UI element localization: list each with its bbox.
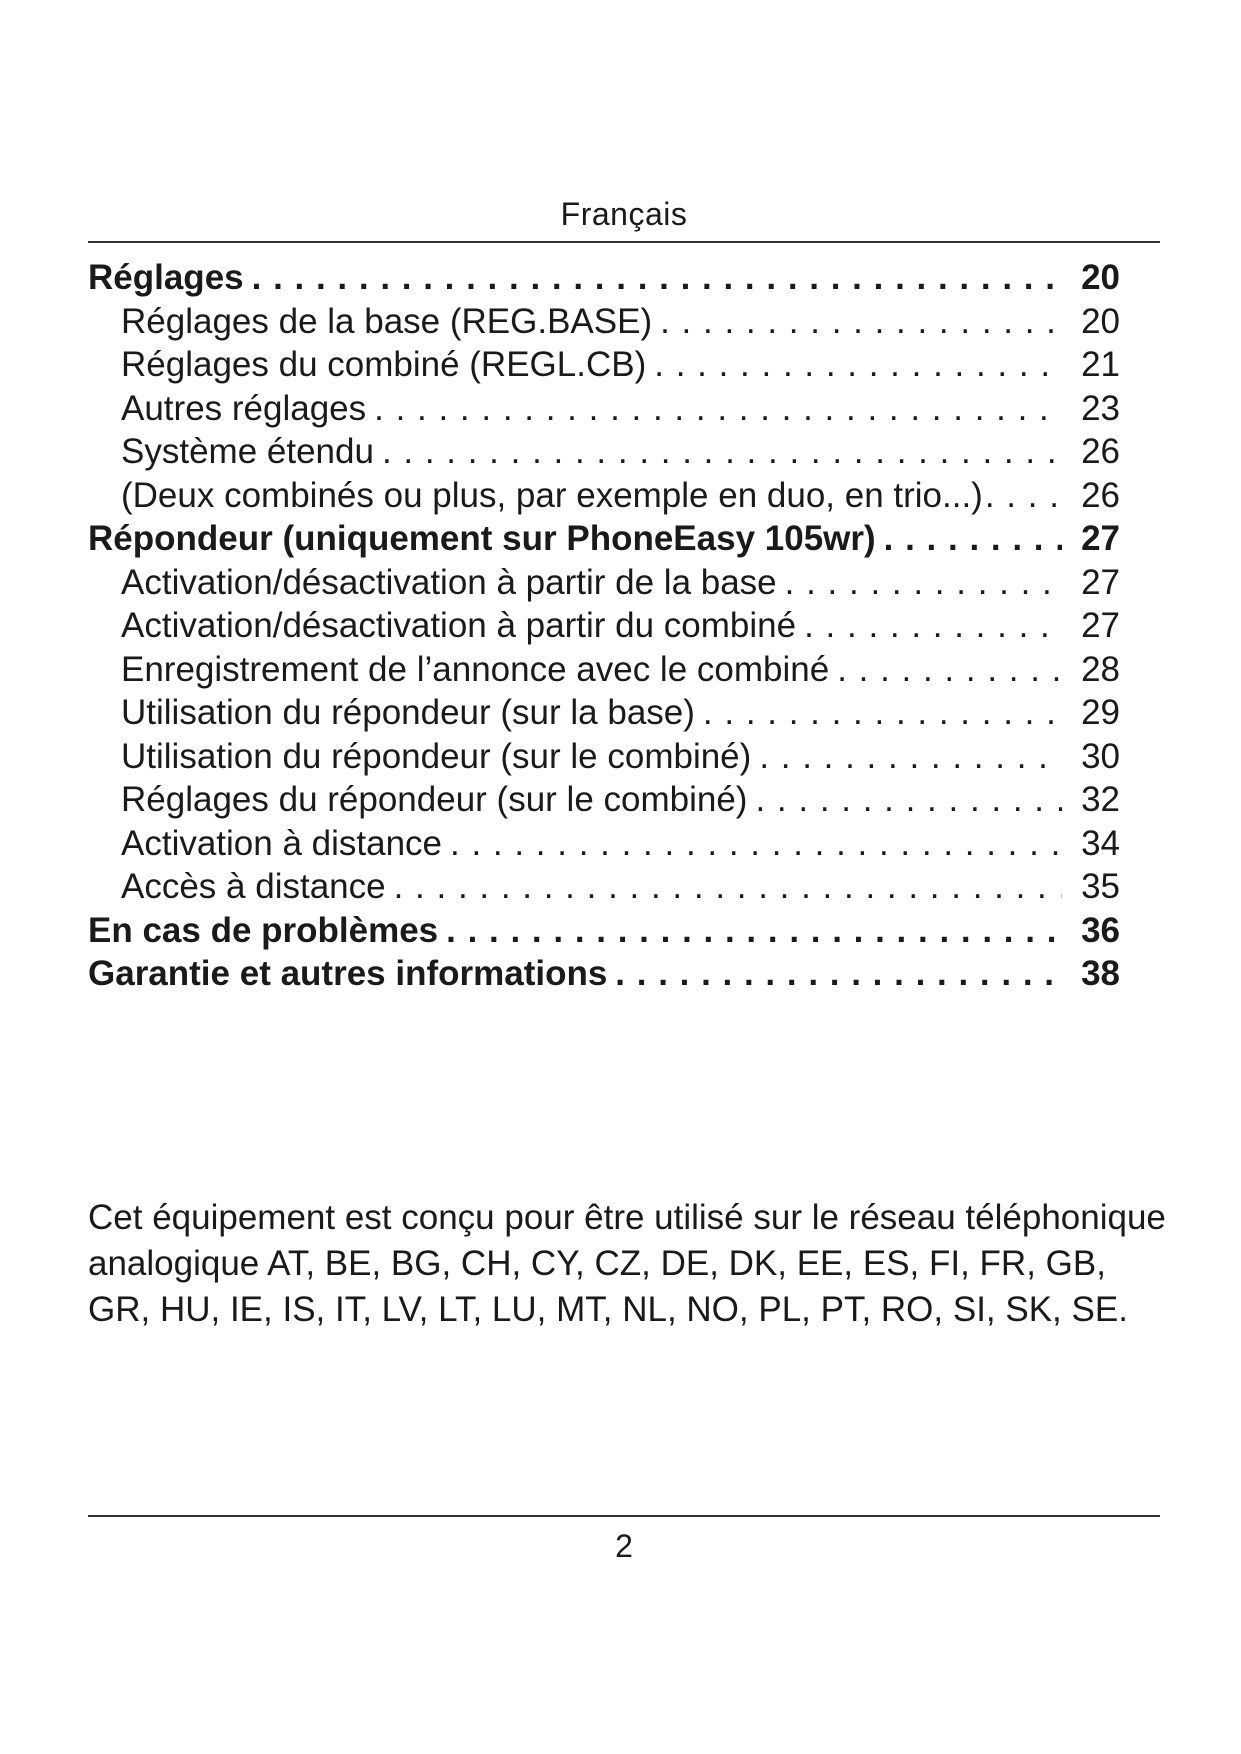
toc-entry-page: 20 <box>1081 301 1120 341</box>
toc-entry-title: Système étendu <box>121 432 374 471</box>
toc-leader-dots <box>884 517 1062 561</box>
toc-entry[interactable] <box>88 430 1120 474</box>
toc-leader-dots <box>837 648 1062 692</box>
toc-entry[interactable] <box>88 517 1120 561</box>
toc-entry-page: 34 <box>1081 823 1120 863</box>
page-header-language: Français <box>560 196 688 232</box>
toc-entry[interactable] <box>88 300 1120 344</box>
toc-entry-page: 27 <box>1081 519 1120 558</box>
header-divider <box>88 241 1160 243</box>
toc-entry-page: 28 <box>1081 649 1120 689</box>
toc-entry-page: 21 <box>1081 345 1120 384</box>
toc-entry[interactable] <box>88 387 1120 431</box>
toc-leader-dots <box>252 256 1062 300</box>
toc-entry-title: (Deux combinés ou plus, par exemple en duo, en trio...) <box>121 475 983 515</box>
toc-entry-page: 38 <box>1081 954 1120 993</box>
toc-entry-title: En cas de problèmes <box>88 910 439 950</box>
toc-entry-page: 26 <box>1081 432 1120 471</box>
toc-entry-title: Accès à distance <box>121 867 386 906</box>
toc-leader-dots <box>446 909 1062 953</box>
toc-entry-page: 27 <box>1081 606 1120 645</box>
network-compatibility-notice: Cet équipement est conçu pour être utilisé sur le réseau téléphonique analogique AT, BE, BG, CH, CY, CZ, DE, DK, EE, ES, FI, FR, GB, GR, HU, IE, IS, IT, LV, LT, LU, MT, NL, NO, PL, PT, RO, SI, SK, SE. <box>88 1198 1166 1329</box>
toc-entry-title: Autres réglages <box>121 388 367 428</box>
toc-entry-page: 32 <box>1081 780 1120 819</box>
toc-entry-title: Réglages de la base (REG.BASE) <box>121 301 653 341</box>
toc-entry[interactable] <box>88 735 1120 779</box>
toc-leader-dots <box>660 300 1062 344</box>
toc-leader-dots <box>755 778 1062 822</box>
toc-leader-dots <box>985 474 1068 518</box>
toc-entry[interactable] <box>88 561 1120 605</box>
toc-entry-page: 26 <box>1081 475 1120 515</box>
toc-entry-title: Réglages <box>88 258 244 297</box>
toc-entry[interactable] <box>88 343 1120 387</box>
toc-entry-page: 30 <box>1081 736 1120 776</box>
toc-entry-title: Réglages du combiné (REGL.CB) <box>121 345 647 384</box>
toc-leader-dots <box>785 561 1062 605</box>
toc-entry-title: Activation à distance <box>121 823 443 863</box>
toc-entry[interactable] <box>88 474 1120 518</box>
toc-entry[interactable] <box>88 691 1120 735</box>
toc-entry[interactable] <box>88 822 1120 866</box>
toc-leader-dots <box>374 387 1062 431</box>
toc-leader-dots <box>759 735 1062 779</box>
toc-entry[interactable] <box>88 648 1120 692</box>
toc-entry[interactable] <box>88 865 1120 909</box>
toc-leader-dots <box>394 865 1062 909</box>
toc-leader-dots <box>382 430 1062 474</box>
toc-entry-page: 27 <box>1081 562 1120 602</box>
toc-entry-page: 23 <box>1081 388 1120 428</box>
toc-entry-page: 35 <box>1081 867 1120 906</box>
toc-entry-title: Répondeur (uniquement sur PhoneEasy 105wr) <box>88 519 876 558</box>
toc-entry[interactable] <box>88 909 1120 953</box>
toc-entry-page: 20 <box>1081 258 1120 297</box>
toc-entry-title: Garantie et autres informations <box>88 954 608 993</box>
toc-entry[interactable] <box>88 604 1120 648</box>
toc-entry-page: 29 <box>1081 693 1120 732</box>
toc-leader-dots <box>703 691 1062 735</box>
toc-entry-title: Réglages du répondeur (sur le combiné) <box>121 780 748 819</box>
table-of-contents <box>88 256 1120 996</box>
page-number: 2 <box>615 1528 633 1564</box>
toc-entry-title: Utilisation du répondeur (sur la base) <box>121 693 695 732</box>
toc-entry-title: Activation/désactivation à partir du combiné <box>121 606 797 645</box>
toc-entry-title: Enregistrement de l’annonce avec le combiné <box>121 649 830 689</box>
toc-leader-dots <box>450 822 1062 866</box>
toc-entry[interactable] <box>88 256 1120 300</box>
toc-leader-dots <box>615 952 1062 996</box>
toc-leader-dots <box>804 604 1062 648</box>
footer-divider <box>88 1515 1160 1517</box>
toc-entry[interactable] <box>88 778 1120 822</box>
toc-leader-dots <box>654 343 1062 387</box>
toc-entry-title: Activation/désactivation à partir de la base <box>121 562 777 602</box>
toc-entry[interactable] <box>88 952 1120 996</box>
toc-entry-page: 36 <box>1081 910 1120 950</box>
toc-entry-title: Utilisation du répondeur (sur le combiné) <box>121 736 752 776</box>
